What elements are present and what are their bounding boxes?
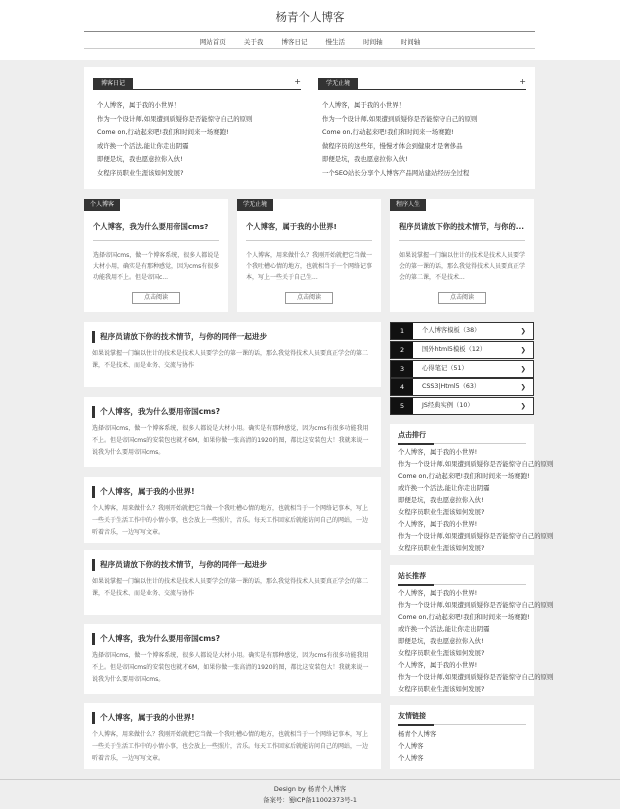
article-title[interactable]: 个人博客，我为什么要用帝国cms?	[92, 406, 373, 418]
list-item[interactable]: 作为一个设计师,如果遭到质疑你是否能惊守自己的原则	[398, 673, 554, 681]
category-label: CSS3|Html5（63）	[422, 383, 481, 390]
category-label: 心得笔记（51）	[422, 365, 468, 372]
feature-card	[237, 199, 381, 312]
widget-title: 友情链接	[398, 712, 426, 720]
divider	[246, 240, 372, 241]
tab-blog-diary[interactable]: 博客日记	[93, 78, 133, 89]
list-item[interactable]: 或许换一个活法,能让你走出阴霾	[97, 141, 189, 150]
list-item[interactable]: 女程序员职业生涯该如何发展?	[97, 168, 184, 177]
article-excerpt: 个人博客，用来做什么？我刚开始就把它当做一个我吐槽心情的地方，也就相当于一个网络记事本，写上一些关于生活工作中的小情小事，也会放上一些照片，音乐。每天工作回家后就能访问自己的网站，一边听着音乐，一边写写文章。	[92, 731, 369, 762]
article-card	[84, 624, 381, 694]
list-item[interactable]: 个人博客，属于我的小世界！	[322, 101, 406, 109]
recommend-widget	[390, 565, 554, 696]
category-item[interactable]	[390, 378, 534, 396]
read-more-button[interactable]: 点击阅读	[285, 292, 333, 304]
tab-learning[interactable]: 学无止境	[318, 78, 358, 89]
divider	[398, 584, 526, 585]
category-number: 4	[391, 379, 413, 395]
category-label: 个人博客模板（38）	[422, 327, 481, 334]
chevron-right-icon: ❯	[520, 327, 526, 335]
category-number: 2	[391, 342, 413, 358]
article-card	[84, 550, 381, 615]
list-item[interactable]: Come on,行动起来吧!我们和时间来一场赛跑!	[322, 128, 454, 137]
site-header	[0, 0, 620, 60]
list-item[interactable]: 个人博客，属于我的小世界!	[398, 520, 478, 528]
feature-card	[84, 199, 228, 312]
list-item[interactable]: Come on,行动起来吧!我们和时间来一场赛跑!	[398, 472, 530, 480]
article-excerpt: 个人博客，用来做什么？我刚开始就把它当做一个我吐槽心情的地方，也就相当于一个网络记事本，写上一些关于生活工作中的小情小事，也会放上一些照片，音乐。每天工作回家后就能访问自己的网站，一边听着音乐，一边写写文章。	[92, 505, 369, 536]
list-item[interactable]: Come on,行动起来吧!我们和时间来一场赛跑!	[398, 613, 530, 621]
list-item[interactable]: 个人博客，属于我的小世界!	[398, 448, 478, 456]
widget-title: 点击排行	[398, 431, 426, 439]
list-item[interactable]: 女程序员职业生涯该如何发展?	[398, 649, 485, 657]
card-title[interactable]: 个人博客，我为什么要用帝国cms?	[93, 222, 209, 231]
list-item[interactable]: 作为一个设计师,如果遭到质疑你是否能惊守自己的原则	[97, 114, 253, 123]
read-more-button[interactable]: 点击阅读	[132, 292, 180, 304]
friend-links-widget	[390, 705, 534, 769]
list-item[interactable]: 作为一个设计师,如果遭到质疑你是否能惊守自己的原则	[398, 460, 554, 468]
list-item[interactable]: 个人博客，属于我的小世界!	[398, 661, 478, 669]
chevron-right-icon: ❯	[520, 402, 526, 410]
site-title[interactable]: 杨青个人博客	[275, 10, 345, 24]
list-item[interactable]: 即便是坑，我也愿意拉你入伙!	[97, 155, 183, 164]
chevron-right-icon: ❯	[520, 346, 526, 354]
footer-design[interactable]: Design by 杨青个人博客	[273, 785, 347, 793]
category-item[interactable]	[390, 322, 534, 340]
main-nav	[0, 37, 620, 46]
rank-list	[398, 446, 554, 554]
list-item[interactable]: 或许换一个活法,能让你走出阴霾	[398, 625, 490, 633]
chevron-right-icon: ❯	[520, 365, 526, 373]
card-excerpt: 选择帝国cms，做一个博客系统，很多人都说是大材小用，确实是有那种感觉，因为cms有很多功能我用不上。但是帝国c...	[93, 252, 220, 281]
article-excerpt: 如果说掌握一门编以住计的技术是技术人员要学会的第一课的话，那么我觉得技术人员要真正学会的第二课，不是技术、而是业务、交流与协作	[92, 350, 369, 369]
article-title[interactable]: 个人博客，我为什么要用帝国cms?	[92, 633, 373, 645]
more-icon[interactable]: +	[519, 77, 526, 86]
article-title[interactable]: 个人博客，属于我的小世界!	[92, 486, 373, 498]
blog-diary-list	[97, 99, 297, 181]
list-item[interactable]: 女程序员职业生涯该如何发展?	[398, 508, 485, 516]
category-number: 5	[391, 398, 413, 414]
card-title[interactable]: 个人博客，属于我的小世界!	[246, 222, 337, 231]
nav-item-about[interactable]: 关于我	[243, 38, 264, 46]
friend-link[interactable]: 杨青个人博客	[398, 730, 437, 738]
list-item[interactable]: 女程序员职业生涯该如何发展?	[398, 544, 485, 552]
feature-card	[390, 199, 534, 312]
list-item[interactable]: 即便是坑，我也愿意拉你入伙!	[398, 637, 484, 645]
article-card	[84, 397, 381, 467]
list-item[interactable]: 个人博客，属于我的小世界!	[398, 589, 478, 597]
category-tag[interactable]: 个人博客	[84, 199, 120, 211]
chevron-right-icon: ❯	[520, 383, 526, 391]
recommend-list	[398, 587, 554, 695]
divider	[399, 240, 525, 241]
divider	[93, 240, 219, 241]
list-item[interactable]: 个人博客，属于我的小世界！	[97, 101, 181, 109]
category-label: JS经典实例（10）	[422, 402, 474, 409]
article-title[interactable]: 个人博客，属于我的小世界!	[92, 712, 373, 724]
list-item[interactable]: Come on,行动起来吧!我们和时间来一场赛跑!	[97, 128, 229, 137]
category-item[interactable]	[390, 397, 534, 415]
category-number: 1	[391, 323, 413, 339]
article-card	[84, 322, 381, 387]
nav-divider	[84, 31, 535, 32]
friend-link[interactable]: 个人博客	[398, 754, 424, 762]
list-item[interactable]: 作为一个设计师,如果遭到质疑你是否能惊守自己的原则	[398, 532, 554, 540]
article-excerpt: 选择帝国cms，做一个博客系统，很多人都说是大材小用。确实是有那种感觉，因为cms有很多功能我用不上。但是帝国cms的安装包也就才6M，如果你做一张高清的1920的图，都比这安装包大！我就来说一说我为什么要用帝国cms。	[92, 652, 369, 683]
category-item[interactable]	[390, 360, 534, 378]
footer-icp[interactable]: 备案号：蜀ICP备11002373号-1	[263, 796, 357, 804]
article-card	[84, 703, 381, 769]
links-list	[398, 728, 526, 764]
category-label: 国外html5模板（12）	[422, 346, 487, 353]
category-tag[interactable]: 学无止境	[237, 199, 273, 211]
article-excerpt: 选择帝国cms，做一个博客系统，很多人都说是大材小用。确实是有那种感觉，因为cms有很多功能我用不上。但是帝国cms的安装包也就才6M，如果你做一张高清的1920的图，都比这安装包大！我就来说一说我为什么要用帝国cms。	[92, 425, 369, 456]
nav-divider	[84, 48, 535, 49]
click-rank-widget	[390, 424, 554, 555]
nav-item-diary[interactable]: 博客日记	[281, 38, 308, 46]
divider	[398, 724, 526, 725]
category-tag[interactable]: 程序人生	[390, 199, 426, 211]
category-item[interactable]	[390, 341, 534, 359]
list-item[interactable]: 即便是坑，我也愿意拉你入伙!	[322, 155, 408, 164]
list-item[interactable]: 女程序员职业生涯该如何发展?	[398, 685, 485, 693]
tab-bar	[93, 78, 301, 90]
list-item[interactable]: 作为一个设计师,如果遭到质疑你是否能惊守自己的原则	[398, 601, 554, 609]
learning-list	[322, 99, 527, 181]
widget-title: 站长推荐	[398, 572, 426, 580]
nav-item-timeline-2[interactable]: 时间轴	[400, 38, 421, 46]
nav-item-timeline[interactable]: 时间轴	[363, 38, 383, 46]
tab-bar	[318, 78, 526, 90]
card-excerpt: 如果说掌握一门编以住计的技术是技术人员要学会的第一课的话，那么我觉得技术人员要真正学会的第二课，不是技术...	[399, 252, 526, 281]
list-item[interactable]: 或许换一个活法,能让你走出阴霾	[398, 484, 490, 492]
category-number: 3	[391, 361, 413, 377]
list-item[interactable]: 做程序员的这些年，慢慢才体会到健康才是奢侈品	[322, 141, 463, 150]
nav-item-home[interactable]: 网站首页	[199, 38, 226, 46]
read-more-button[interactable]: 点击阅读	[438, 292, 486, 304]
article-title[interactable]: 程序员请放下你的技术情节，与你的同伴一起进步	[92, 559, 373, 571]
divider	[398, 443, 526, 444]
more-icon[interactable]: +	[294, 77, 301, 86]
card-title[interactable]: 程序员请放下你的技术情节，与你的...	[399, 222, 525, 231]
list-item[interactable]: 作为一个设计师,如果遭到质疑你是否能惊守自己的原则	[322, 114, 478, 123]
site-footer	[0, 779, 620, 809]
article-title[interactable]: 程序员请放下你的技术情节，与你的同伴一起进步	[92, 331, 373, 343]
nav-item-slow-life[interactable]: 慢生活	[325, 38, 346, 46]
article-card	[84, 477, 381, 543]
friend-link[interactable]: 个人博客	[398, 742, 424, 750]
list-item[interactable]: 即便是坑，我也愿意拉你入伙!	[398, 496, 484, 504]
news-box	[84, 67, 535, 189]
card-excerpt: 个人博客，用来做什么？我刚开始就把它当做一个我吐槽心情的地方，也就相当于一个网络记事本，写上一些关于自己生...	[246, 252, 373, 281]
article-excerpt: 如果说掌握一门编以住计的技术是技术人员要学会的第一课的话，那么我觉得技术人员要真正学会的第二课，不是技术、而是业务、交流与协作	[92, 578, 369, 597]
list-item[interactable]: 一个SEO站长分享个人博客产品网站建站经历全过程	[322, 168, 470, 177]
